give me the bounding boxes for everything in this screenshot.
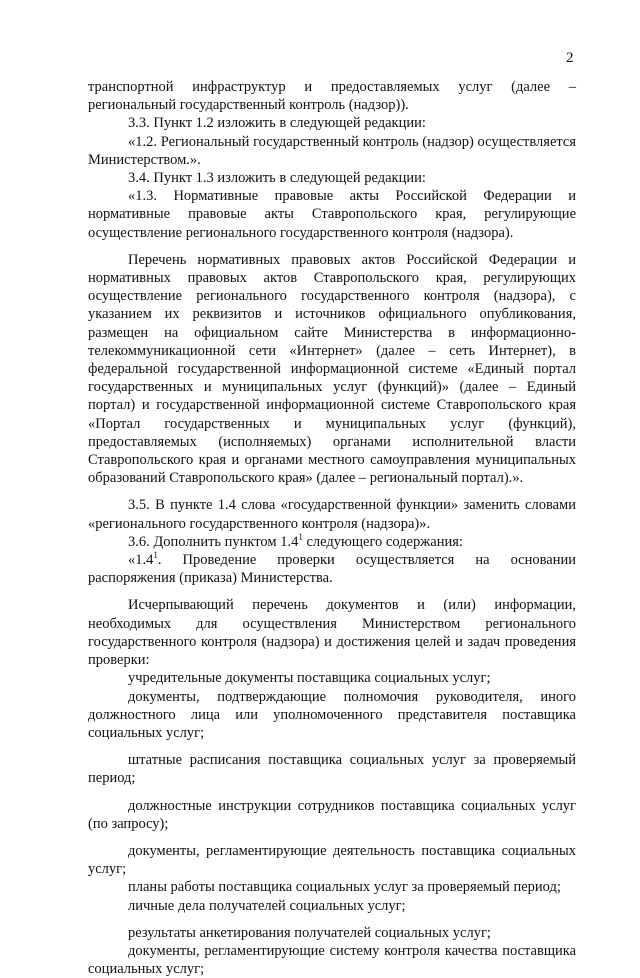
document-body (88, 78, 576, 978)
paragraph-text: следующего содержания: (302, 533, 463, 550)
superscript: 1 (298, 532, 303, 543)
paragraph: «1.3. Нормативные правовые акты Российской Федерации и нормативные правовые акты Ставропольского края, регулирующие осуществление регионального государственного контроля (надзора). (88, 188, 576, 241)
paragraph-text: 3.6. Дополнить пунктом 1.4 (128, 533, 299, 550)
paragraph: Перечень нормативных правовых актов Российской Федерации и нормативных правовых актов Ставропольского края, регулирующих осуществление регионального государственного контроля (надзора), с указанием их реквизитов и источников официального опубликования, размещен на официальном сайте Министерства в информационно-телекоммуникационной сети «Интернет» (далее – сеть Интернет), в федеральной государственной информационной системе «Единый портал государственных и муниципальных услуг (функций)» (далее – Единый портал) и государственной информационной системе Ставропольского края «Портал государственных и муниципальных услуг (функций), предоставляемых (исполняемых) органами исполнительной власти Ставропольского края и органами местного самоуправления муниципальных образований Ставропольского края» (далее – региональный портал).». (88, 251, 576, 487)
paragraph: «1.2. Региональный государственный контроль (надзор) осуществляется Министерством.». (88, 133, 576, 168)
list-item: штатные расписания поставщика социальных услуг за проверяемый период; (88, 752, 576, 787)
paragraph (88, 533, 576, 551)
paragraph: 3.4. Пункт 1.3 изложить в следующей редакции: (128, 170, 426, 187)
list-item: документы, подтверждающие полномочия руководителя, иного должностного лица или уполномоченного представителя поставщика социальных услуг; (88, 688, 576, 741)
list-item: документы, регламентирующие систему контроля качества поставщика социальных услуг; (88, 942, 576, 978)
list-item: документы, регламентирующие деятельность поставщика социальных услуг; (88, 842, 576, 878)
paragraph-text: «1.4 (128, 552, 154, 569)
list-item: должностные инструкции сотрудников поставщика социальных услуг (по запросу); (88, 797, 576, 832)
list-item: личные дела получателей социальных услуг; (128, 897, 406, 914)
paragraph: транспортной инфраструктур и предоставляемых услуг (далее – региональный государственный контроль (надзор)). (88, 79, 576, 114)
paragraph: 3.5. В пункте 1.4 слова «государственной функции» заменить словами «регионального государственного контроля (надзора)». (88, 497, 576, 532)
superscript: 1 (153, 550, 158, 561)
list-item: учредительные документы поставщика социальных услуг; (128, 670, 491, 687)
paragraph-text: . Проведение проверки осуществляется на основании распоряжения (приказа) Министерства. (88, 552, 576, 587)
paragraph: Исчерпывающий перечень документов и (или) информации, необходимых для осуществления Министерством регионального государственного контроля (надзора) и достижения целей и задач проведения проверки: (88, 597, 576, 669)
list-item: планы работы поставщика социальных услуг за проверяемый период; (128, 879, 561, 896)
page-number: 2 (566, 50, 574, 66)
paragraph (88, 551, 576, 587)
list-item: результаты анкетирования получателей социальных услуг; (128, 924, 491, 941)
paragraph: 3.3. Пункт 1.2 изложить в следующей редакции: (128, 115, 426, 132)
